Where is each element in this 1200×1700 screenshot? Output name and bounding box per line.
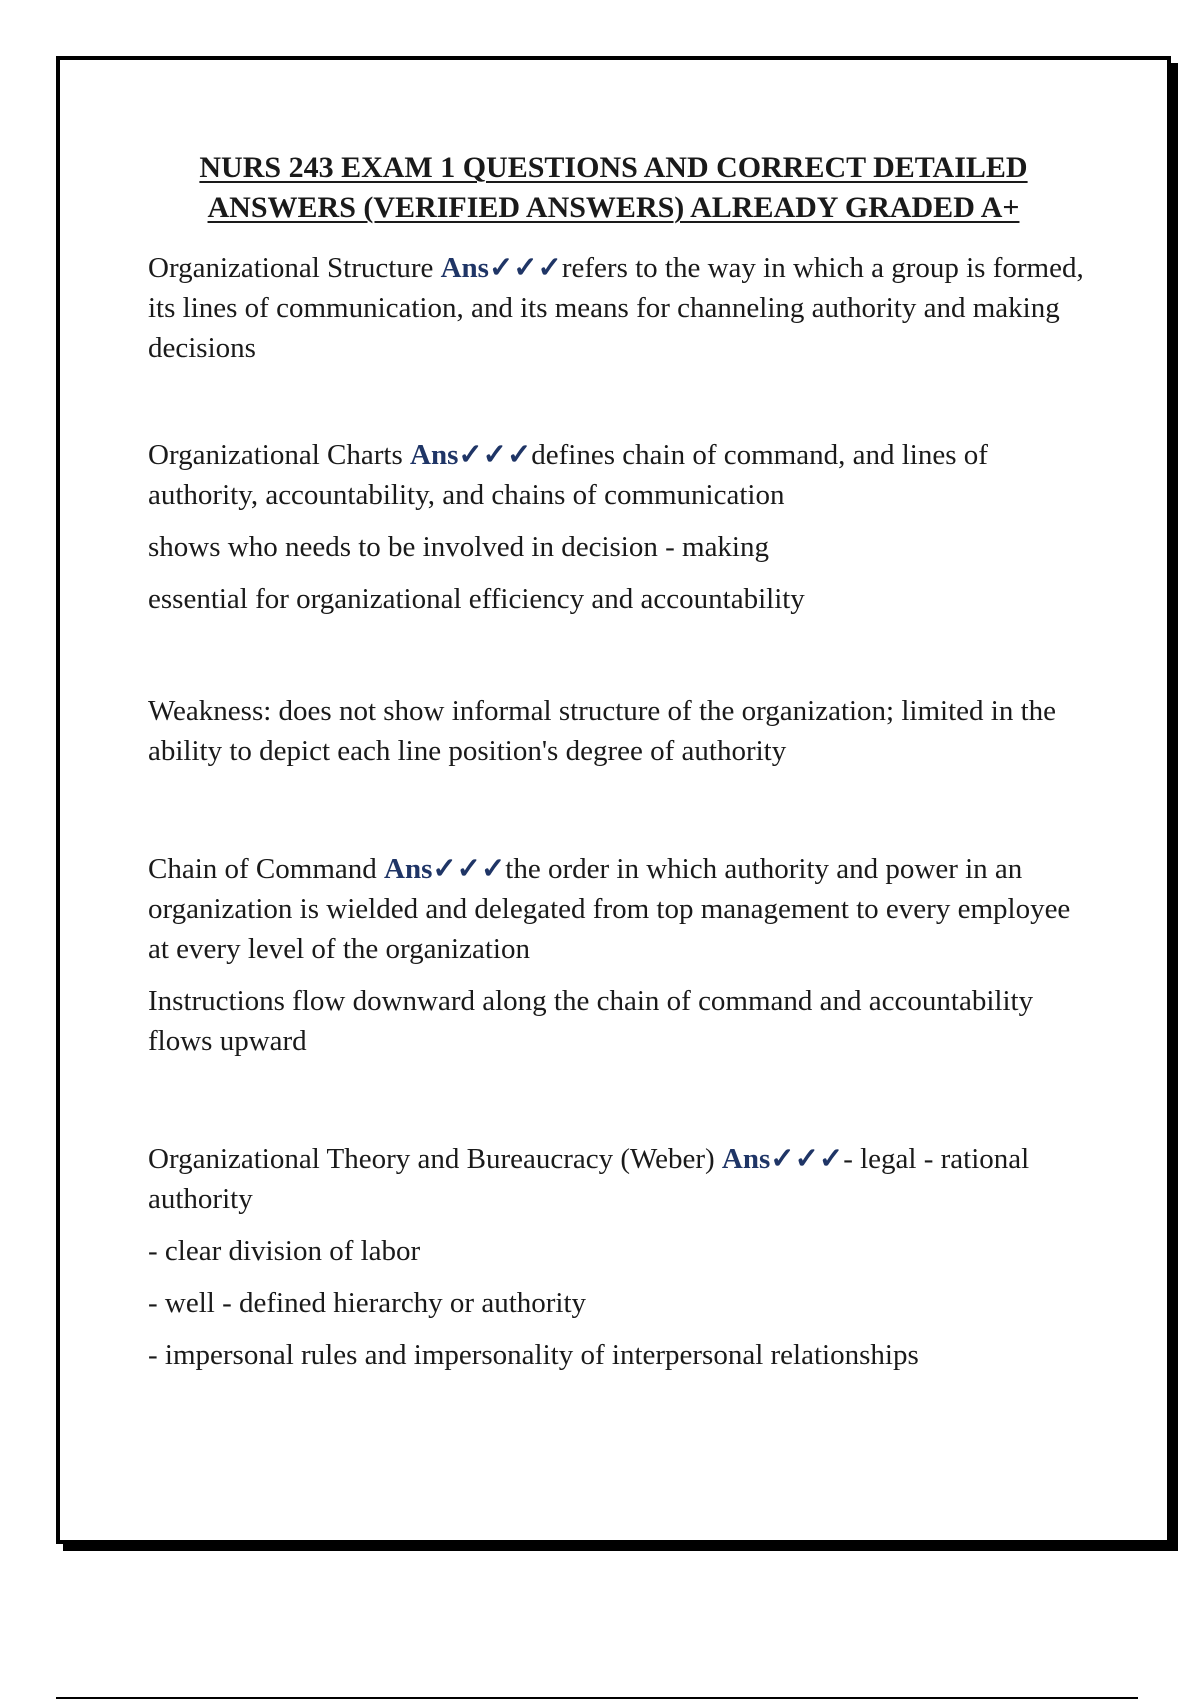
ans-marker: Ans✓✓✓: [440, 252, 562, 284]
entry-note: - impersonal rules and impersonality of interpersonal relationships: [148, 1339, 919, 1371]
page-frame: [56, 56, 1171, 1544]
entry-organizational-charts: Organizational Charts Ans✓✓✓defines chain of command, and lines of authority, accountability, and chains of communication: [148, 439, 988, 511]
entry-organizational-structure: Organizational Structure Ans✓✓✓refers to the way in which a group is formed, its lines of communication, and its means for channeling authority and making decisions: [148, 252, 1084, 364]
title-line-2: ANSWERS (VERIFIED ANSWERS) ALREADY GRADED A+: [207, 191, 1020, 224]
entry-note: shows who needs to be involved in decision - making: [148, 531, 769, 563]
entry-note: essential for organizational efficiency and accountability: [148, 583, 805, 615]
ans-marker: Ans✓✓✓: [384, 853, 506, 885]
entry-weber-bureaucracy: Organizational Theory and Bureaucracy (Weber) Ans✓✓✓- legal - rational authority: [148, 1143, 1030, 1215]
document-title: [60, 148, 1167, 228]
title-line-1: NURS 243 EXAM 1 QUESTIONS AND CORRECT DETAILED: [199, 151, 1028, 184]
entry-note: - clear division of labor: [148, 1235, 421, 1267]
bottom-rule: [56, 1697, 1138, 1699]
entry-note: Instructions flow downward along the chain of command and accountability flows upward: [148, 985, 1034, 1057]
document-body: [148, 248, 1087, 1375]
ans-marker: Ans✓✓✓: [721, 1143, 844, 1175]
entry-note: - well - defined hierarchy or authority: [148, 1287, 587, 1319]
ans-marker: Ans✓✓✓: [410, 439, 532, 471]
entry-chain-of-command: Chain of Command Ans✓✓✓the order in which authority and power in an organization is wielded and delegated from top management to every employee at every level of the organization: [148, 853, 1071, 965]
entry-note: Weakness: does not show informal structure of the organization; limited in the ability to depict each line position's degree of authority: [148, 695, 1057, 767]
